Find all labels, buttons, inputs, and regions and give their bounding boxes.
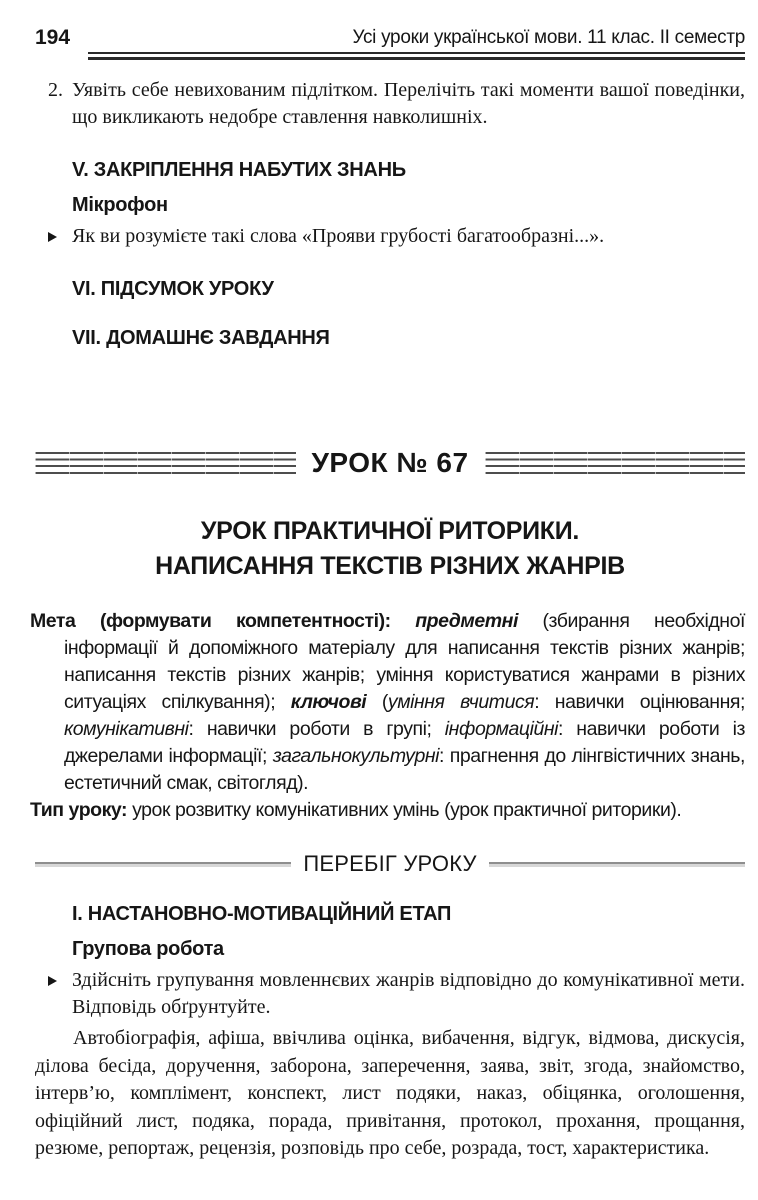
lesson-banner (35, 448, 745, 478)
bullet-cell (48, 223, 72, 250)
flow-heading-text: ПЕРЕБІГ УРОКУ (303, 851, 477, 876)
group-work-label: Групова робота (72, 938, 224, 960)
header-right (88, 26, 745, 60)
section-v-title: V. ЗАКРІПЛЕННЯ НАБУТИХ ЗНАНЬ (72, 159, 406, 181)
group-work-bullet-text: Здійсніть групування мовленнєвих жанрів відповідно до комунікативної мети. Відповідь обґрунтуйте. (72, 969, 745, 1018)
banner-stripe-right (485, 452, 746, 475)
bullet-cell (48, 967, 72, 1021)
microphone-bullet-item (48, 223, 745, 250)
genres-paragraph: Автобіографія, афіша, ввічлива оцінка, вибачення, відгук, відмова, дискусія, ділова бесіда, доручення, заборона, заперечення, заява, звіт, згода, знайомство, інтерв’ю, комплімент, конспект, лист подяки, наказ, обіцянка, оголошення, офіційний лист, подяка, порада, привітання, протокол, прохання, прощання, резюме, репортаж, рецензія, розповідь про себе, розрада, тост, характеристика. (35, 1027, 745, 1159)
exercise-item (48, 77, 745, 131)
lesson-flow-heading (35, 851, 745, 877)
flow-rule-right (489, 862, 745, 867)
section-vi-title: VI. ПІДСУМОК УРОКУ (72, 278, 274, 300)
stage-i-title: І. НАСТАНОВНО-МОТИВАЦІЙНИЙ ЕТАП (72, 903, 452, 925)
running-title: Усі уроки української мови. 11 клас. II семестр (352, 27, 745, 48)
lesson-title (35, 514, 745, 584)
exercise-number: 2. (48, 79, 63, 101)
banner-stripe-left (35, 452, 296, 475)
microphone-bullet-text: Як ви розумієте такі слова «Прояви грубості багатообразні...». (72, 225, 605, 247)
bullet-triangle-icon (48, 232, 57, 242)
page-header (35, 26, 745, 60)
page-number: 194 (35, 26, 71, 49)
lesson-title-line-1: УРОК ПРАКТИЧНОЇ РИТОРИКИ. (200, 517, 580, 545)
microphone-method-label: Мікрофон (72, 194, 168, 216)
lesson-meta-paragraph: Мета (формувати компетентності): предметні (збирання необхідної інформації й допоміжного матеріалу для написання текстів різних жанрів; написання текстів різних жанрів; уміння користуватися жанрами в різних ситуаціях спілкування); ключові (уміння вчитися: навички оцінювання; комунікативні: навички роботи в групі; інформаційні: навички роботи із джерелами інформації; загальнокультурні: прагнення до лінгвістичних знань, естетичний смак, світогляд). (30, 610, 745, 794)
header-rule (88, 52, 745, 60)
lesson-title-line-2: НАПИСАННЯ ТЕКСТІВ РІЗНИХ ЖАНРІВ (155, 552, 625, 580)
lesson-number-title: УРОК № 67 (311, 447, 469, 478)
lesson-type-paragraph: Тип уроку: урок розвитку комунікативних умінь (урок практичної риторики). (30, 799, 682, 821)
bullet-triangle-icon (48, 976, 57, 986)
exercise-text: Уявіть себе невихованим підлітком. Перелічіть такі моменти вашої поведінки, що викликають недобре ставлення навколишніх. (72, 79, 745, 128)
group-work-bullet-item (48, 967, 745, 1021)
flow-rule-left (35, 862, 291, 867)
section-vii-title: VII. ДОМАШНЄ ЗАВДАННЯ (72, 327, 330, 349)
